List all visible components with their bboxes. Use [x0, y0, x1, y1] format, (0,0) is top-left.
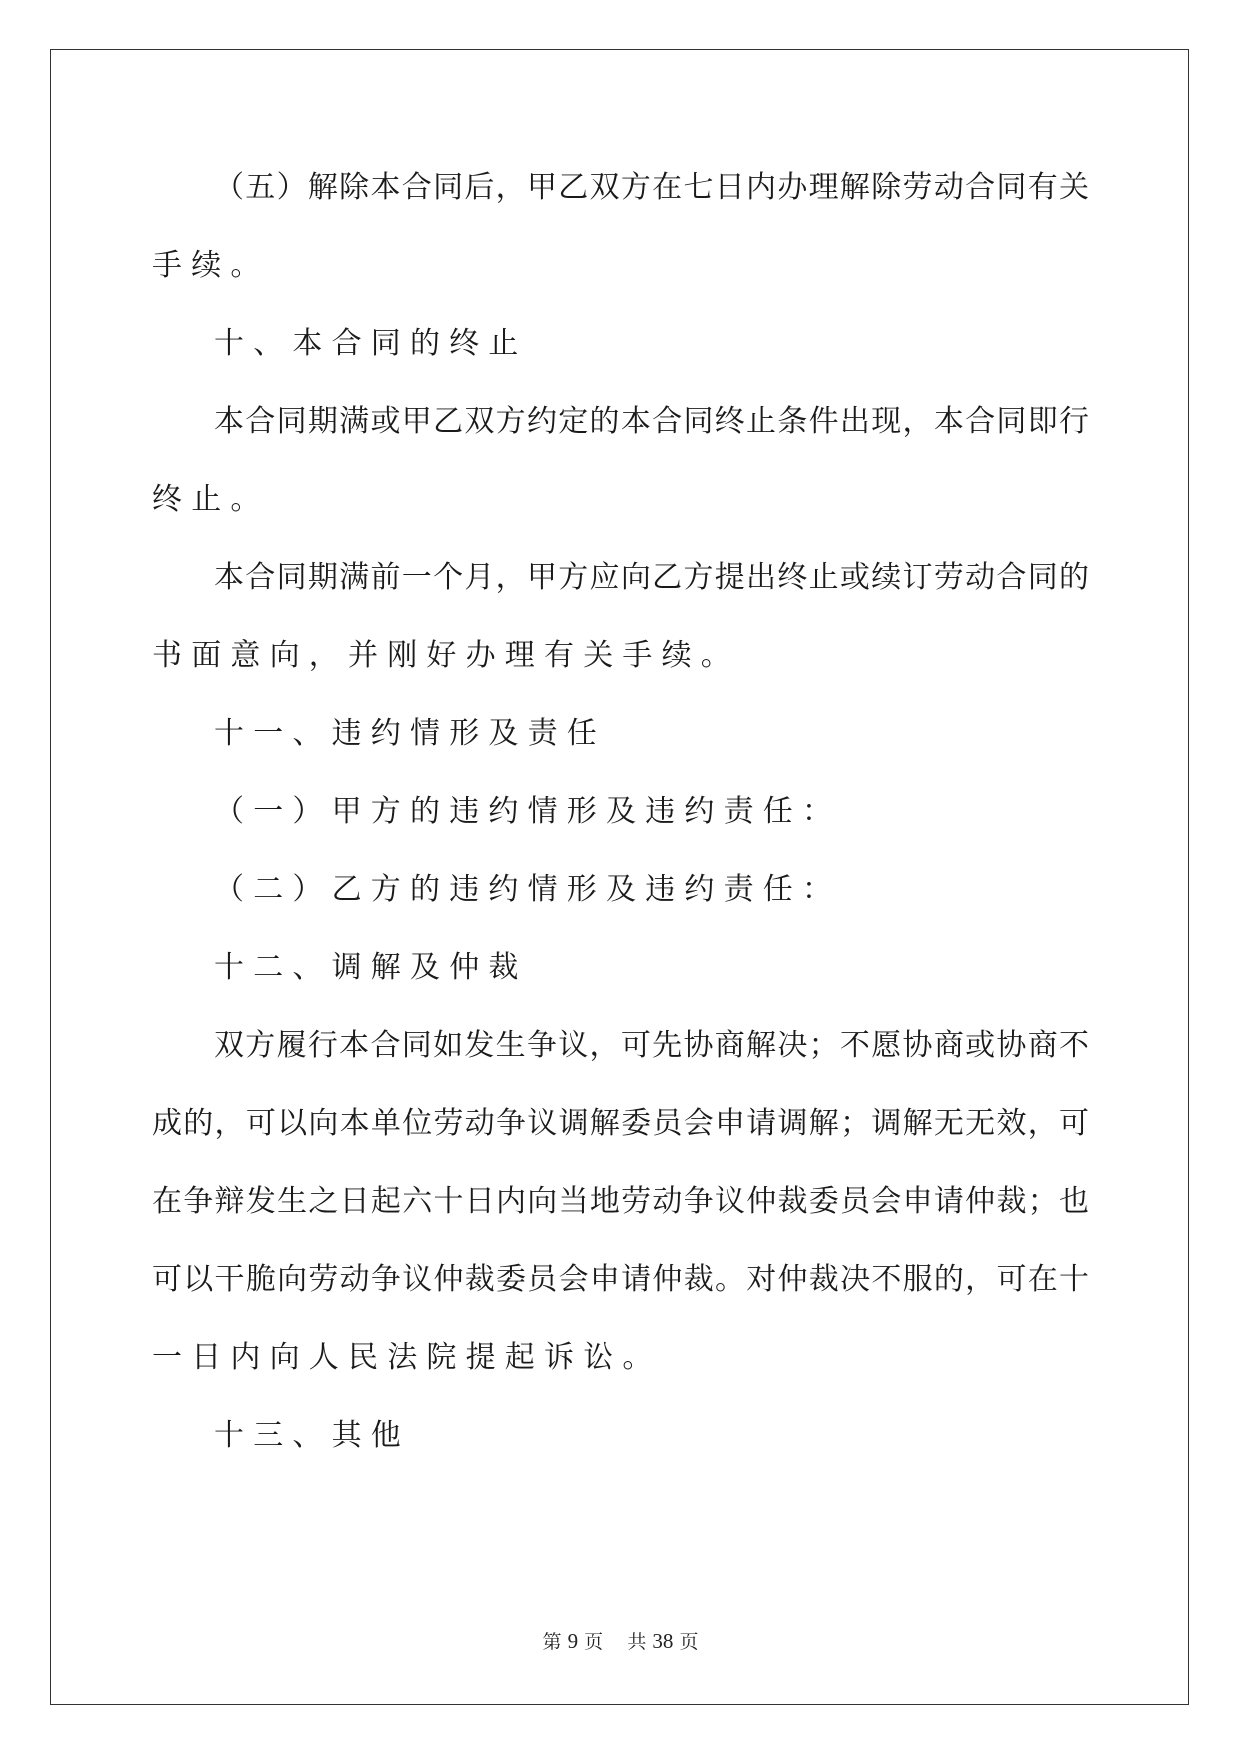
paragraph-line: 书面意向，并刚好办理有关手续。 — [152, 638, 740, 673]
paragraph-line: （五）解除本合同后，甲乙双方在七日内办理解除劳动合同有关 — [214, 170, 1089, 205]
paragraph-line: 本合同期满前一个月，甲方应向乙方提出终止或续订劳动合同的 — [214, 560, 1089, 595]
footer-total-pages: 38 — [652, 1629, 674, 1653]
section-heading: 十、本合同的终止 — [214, 326, 528, 361]
paragraph-line: 在争辩发生之日起六十日内向当地劳动争议仲裁委员会申请仲裁；也 — [152, 1184, 1089, 1219]
paragraph-line: 成的，可以向本单位劳动争议调解委员会申请调解；调解无无效，可 — [152, 1106, 1089, 1141]
footer-page-number: 9 — [567, 1629, 579, 1653]
paragraph-line: 双方履行本合同如发生争议，可先协商解决；不愿协商或协商不 — [214, 1028, 1089, 1063]
footer-total-prefix: 共 — [627, 1631, 647, 1653]
paragraph-line: （二）乙方的违约情形及违约责任： — [214, 872, 842, 907]
section-heading: 十三、其他 — [214, 1418, 410, 1453]
paragraph-line: （一）甲方的违约情形及违约责任： — [214, 794, 842, 829]
paragraph-line: 终止。 — [152, 482, 270, 517]
section-heading: 十二、调解及仲裁 — [214, 950, 528, 985]
footer-page-suffix: 页 — [584, 1631, 604, 1653]
paragraph-line: 本合同期满或甲乙双方约定的本合同终止条件出现，本合同即行 — [214, 404, 1089, 439]
footer-total-suffix: 页 — [679, 1631, 699, 1653]
section-heading: 十一、违约情形及责任 — [214, 716, 606, 751]
paragraph-line: 一日内向人民法院提起诉讼。 — [152, 1340, 662, 1375]
paragraph-line: 可以干脆向劳动争议仲裁委员会申请仲裁。对仲裁决不服的，可在十 — [152, 1262, 1089, 1297]
footer-page-prefix: 第 — [542, 1631, 562, 1653]
paragraph-line: 手续。 — [152, 248, 270, 283]
page-footer — [0, 1627, 1241, 1654]
